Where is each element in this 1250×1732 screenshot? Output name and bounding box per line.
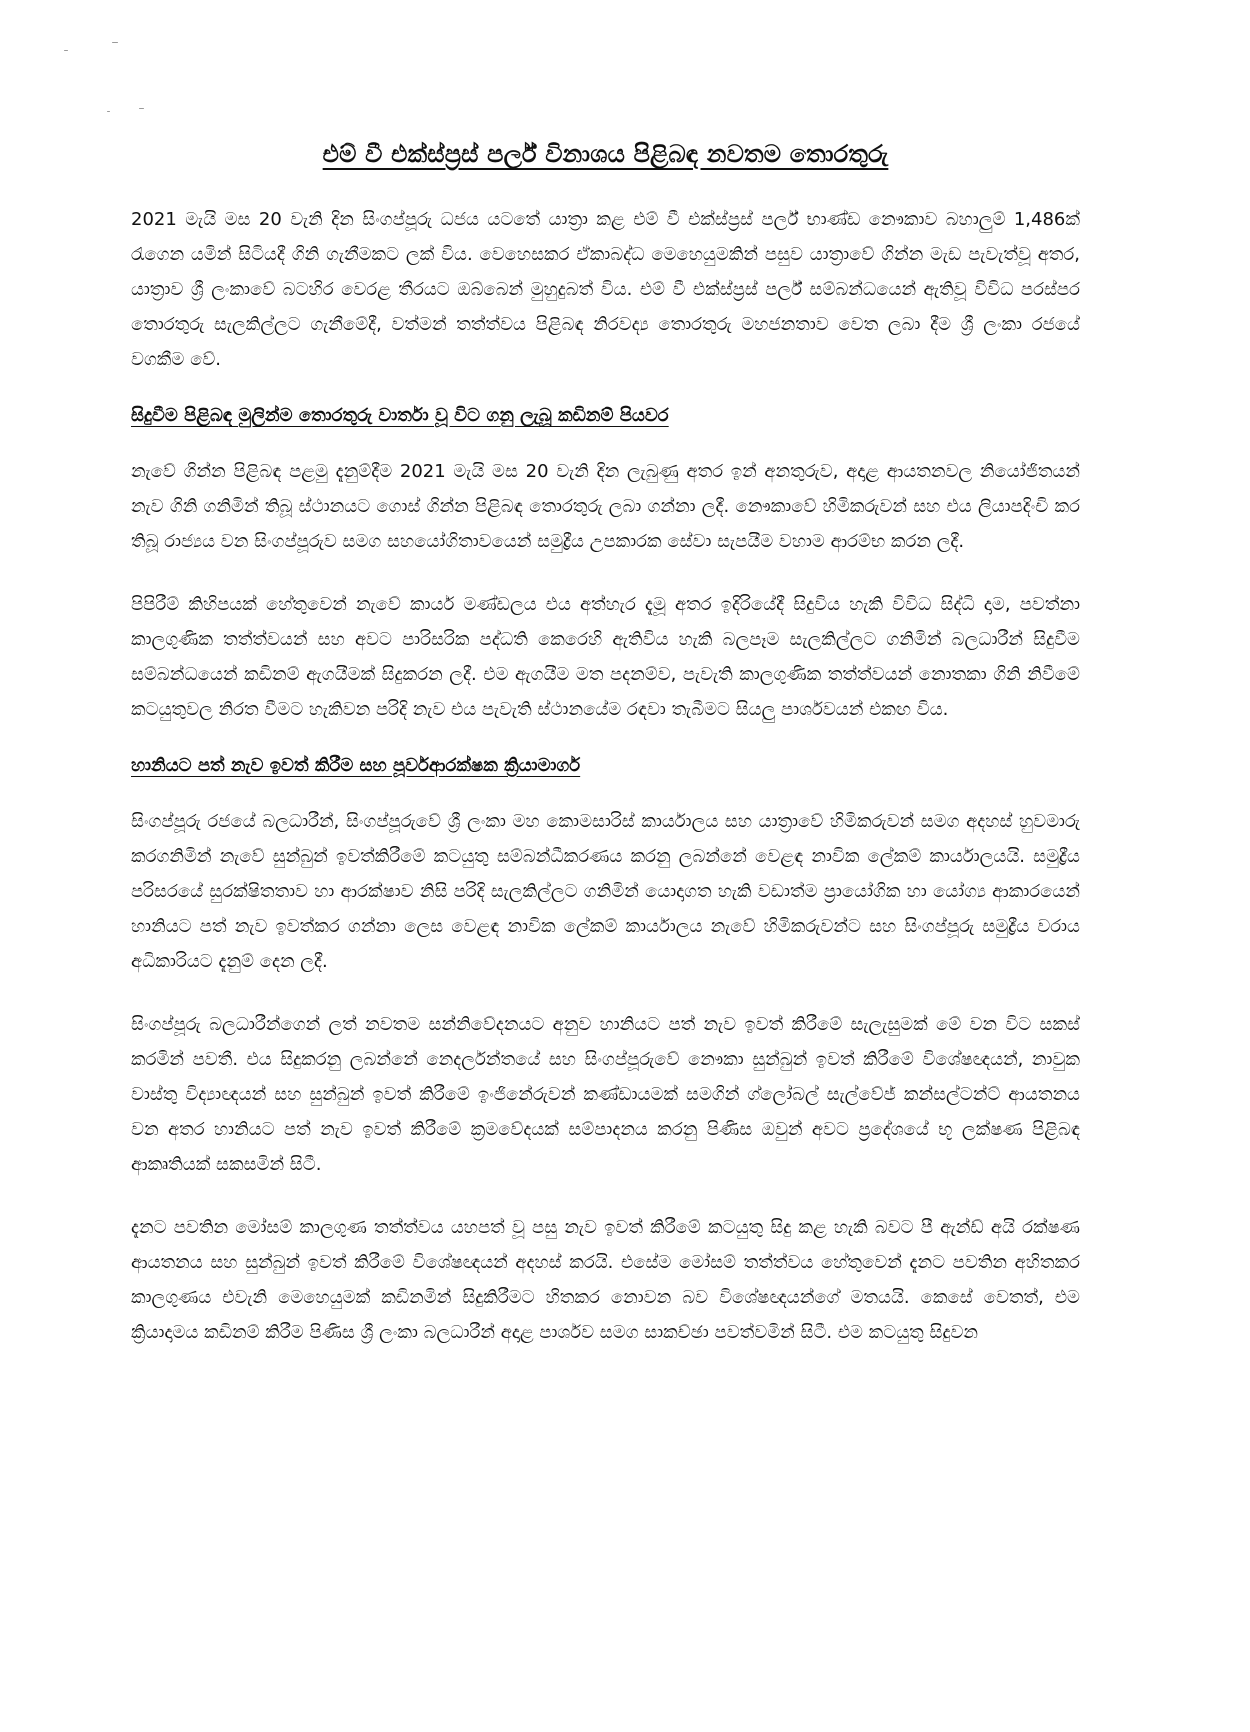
scan-speck	[64, 50, 68, 51]
section1-paragraph-1: නැවේ ගින්න පිළිබඳ පළමු දැනුම්දීම 2021 මැයි මස 20 වැනි දින ලැබුණු අතර ඉන් අනතුරුව, අදාළ ආයතනවල නියෝජිතයන් නැව ගිනි ගනිමින් තිබූ ස්ථානයට ගොස් ගින්න පිළිබඳ තොරතුරු ලබා ගන්නා ලදී. නෞකාවේ හිමිකරුවන් සහ එය ලියාපදිංචි කර තිබූ රාජ්‍යය වන සිංගප්පූරුව සමග සහයෝගිතාවයෙන් සමුද්‍රීය උපකාරක සේවා සැපයීම වහාම ආරම්භ කරන ලදී.	[131, 461, 1080, 552]
document-body	[131, 140, 1080, 1378]
section2-paragraph-3: දැනට පවතින මෝසම් කාලගුණ තත්ත්වය යහපත් වූ පසු නැව ඉවත් කිරීමේ කටයුතු සිදු කළ හැකි බවට පී ඇන්ඩ් අයි රක්ෂණ ආයතනය සහ සුන්බුන් ඉවත් කිරීමේ විශේෂඥයන් අදහස් කරයි. එසේම මෝසම් තත්ත්වය හේතුවෙන් දැනට පවතින අහිතකර කාලගුණය එවැනි මෙහෙයුමක් කඩිනමින් සිදුකිරීමට හිතකර නොවන බව විශේෂඥයන්ගේ මතයයි. කෙසේ වෙතත්, එම ක්‍රියාදාමය කඩිනම් කිරීම පිණිස ශ්‍රී ලංකා බලධාරීන් අදාළ පාර්ශව සමග සාකච්ඡා පවත්වමින් සිටී. එම කටයුතු සිදුවන	[131, 1217, 1080, 1343]
scan-speck	[139, 108, 144, 109]
section2-paragraph-1: සිංගප්පූරු රජයේ බලධාරීන්, සිංගප්පූරුවේ ශ්‍රී ලංකා මහ කොමසාරිස් කාර්යාලය සහ යාත්‍රාවේ හිමිකරුවන් සමග අදහස් හුවමාරු කරගනිමින් නැවේ සුන්බුන් ඉවත්කිරීමේ කටයුතු සම්බන්ධීකරණය කරනු ලබන්නේ වෙළඳ නාවික ලේකම් කාර්යාලයයි. සමුද්‍රීය පරිසරයේ සුරක්ෂිතතාව හා ආරක්ෂාව නිසි පරිදි සැලකිල්ලට ගනිමින් යොදාගත හැකි වඩාත්ම ප්‍රායෝගික හා යෝග්‍ය ආකාරයෙන් හානියට පත් නැව ඉවත්කර ගන්නා ලෙස වෙළඳ නාවික ලේකම් කාර්යාලය නැවේ හිමිකරුවන්ට සහ සිංගප්පූරු සමුද්‍රීය වරාය අධිකාරියට දැනුම් දෙන ලදී.	[131, 811, 1080, 972]
scan-speck	[112, 42, 118, 43]
intro-paragraph: 2021 මැයි මස 20 වැනි දින සිංගප්පූරු ධජය යටතේ යාත්‍රා කළ එම් වී එක්ස්ප්‍රස් පර්ල් භාණ්ඩ නෞකාව බහාලුම් 1,486ක් රැගෙන යමින් සිටියදී ගිනි ගැනීමකට ලක් විය. වෙහෙසකර ඒකාබද්ධ මෙහෙයුමකින් පසුව යාත්‍රාවේ ගින්න මැඩ පැවැත්වූ අතර, යාත්‍රාව ශ්‍රී ලංකාවේ බටහිර වෙරළ තීරයට ඔබ්බෙන් මුහුදුබත් විය. එම් වී එක්ස්ප්‍රස් පර්ල් සම්බන්ධයෙන් ඇතිවූ විවිධ පරස්පර තොරතුරු සැලකිල්ලට ගැනීමේදී, වත්මන් තත්ත්වය පිළිබඳ නිරවද්‍ය තොරතුරු මහජනතාව වෙත ලබා දීම ශ්‍රී ලංකා රජයේ වගකීම වේ.	[131, 209, 1080, 370]
section-heading-wreck-removal: හානියට පත් නැව ඉවත් කිරීම සහ පූර්වආරක්ෂක ක්‍රියාමාර්ග	[131, 755, 581, 776]
section2-paragraph-2: සිංගප්පූරු බලධාරීන්ගෙන් ලත් නවතම සන්නිවේදනයට අනුව හානියට පත් නැව ඉවත් කිරීමේ සැලැසුමක් මේ වන විට සකස් කරමින් පවතී. එය සිදුකරනු ලබන්නේ නෙදර්ලන්තයේ සහ සිංගප්පූරුවේ නෞකා සුන්බුන් ඉවත් කිරීමේ විශේෂඥයන්, නාවුක වාස්තු විද්‍යාඥයන් සහ සුන්බුන් ඉවත් කිරීමේ ඉංජිනේරුවන් කණ්ඩායමක් සමගින් ග්ලෝබල් සැල්වේජ් කන්සල්ටන්ට් ආයතනය වන අතර හානියට පත් නැව ඉවත් කිරීමේ ක්‍රමවේදයක් සම්පාදනය කරනු පිණිස ඔවුන් අවට ප්‍රදේශයේ භූ ලක්ෂණ පිළිබඳ ආකෘතියක් සකසමින් සිටී.	[131, 1014, 1080, 1175]
section1-paragraph-2: පිපිරීම් කිහිපයක් හේතුවෙන් නැවේ කාර්ය මණ්ඩලය එය අත්හැර දැමූ අතර ඉදිරියේදී සිදුවිය හැකි විවිධ සිද්ධි දාම, පවත්නා කාලගුණික තත්ත්වයන් සහ අවට පාරිසරික පද්ධති කෙරෙහි ඇතිවිය හැකි බලපෑම සැලකිල්ලට ගනිමින් බලධාරීන් සිදුවීම සම්බන්ධයෙන් කඩිනම් ඇගයීමක් සිදුකරන ලදී. එම ඇගයීම මත පදනම්ව, පැවැති කාලගුණික තත්ත්වයන් නොතකා ගිනි නිවීමේ කටයුතුවල නිරත වීමට හැකිවන පරිදි නැව එය පැවැති ස්ථානයේම රඳවා තැබීමට සියලු පාර්ශවයන් එකඟ විය.	[131, 594, 1080, 720]
scan-speck	[107, 111, 110, 112]
document-title: එම් වී එක්ස්ප්‍රස් පර්ල් විනාශය පිළිබඳ නවතම තොරතුරු	[322, 140, 889, 168]
section-heading-immediate-steps: සිදුවීම පිළිබඳ මුලින්ම තොරතුරු වාර්තා වූ විට ගනු ලැබූ කඩිනම් පියවර	[131, 405, 669, 426]
